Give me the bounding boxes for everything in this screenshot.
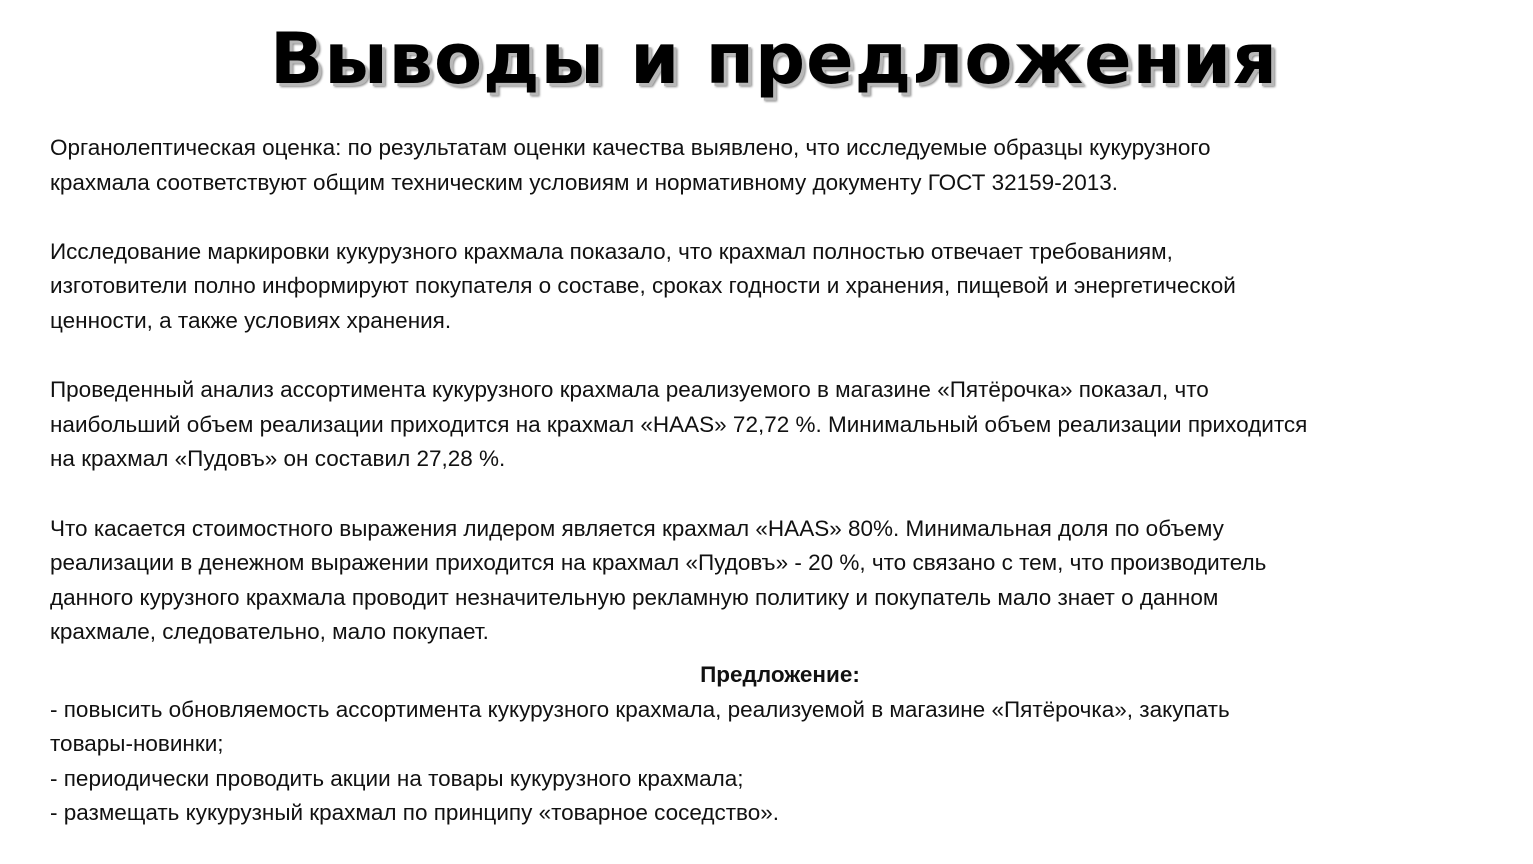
proposal-list — [50, 693, 1530, 831]
slide-title: Выводы и предложения — [270, 18, 1278, 100]
paragraph-line: Органолептическая оценка: по результатам оценки качества выявлено, что исследуемые образцы кукурузного — [50, 135, 1211, 160]
paragraph-labeling — [50, 235, 1530, 339]
paragraph-line: Проведенный анализ ассортимента кукурузного крахмала реализуемого в магазине «Пятёрочка» показал, что — [50, 377, 1209, 403]
paragraph-organoleptic — [50, 131, 1530, 200]
proposal-line: - размещать кукурузный крахмал по принципу «товарное соседство». — [50, 800, 780, 826]
slide-body — [50, 131, 1530, 831]
proposal-line: товары-новинки; — [50, 731, 224, 757]
paragraph-line: Исследование маркировки кукурузного крахмала показало, что крахмал полностью отвечает требованиям, — [50, 238, 1173, 264]
paragraph-line: данного курузного крахмала проводит незначительную рекламную политику и покупатель мало знает о данном — [50, 584, 1219, 610]
proposal-item — [50, 693, 1530, 762]
paragraph-line: крахмале, следовательно, мало покупает. — [50, 619, 489, 645]
paragraph-line: ценности, а также условиях хранения. — [50, 307, 452, 333]
paragraph-assortment — [50, 373, 1530, 477]
proposal-heading: Предложение: — [700, 661, 860, 687]
paragraph-cost — [50, 512, 1530, 650]
paragraph-line: Что касается стоимостного выражения лидером является крахмал «HAAS» 80%. Минимальная доля по объему — [50, 515, 1224, 541]
proposal-line: - периодически проводить акции на товары кукурузного крахмала; — [50, 765, 744, 791]
paragraph-line: реализации в денежном выражении приходится на крахмал «Пудовъ» - 20 %, что связано с тем, что производитель — [50, 550, 1267, 576]
paragraph-line: на крахмал «Пудовъ» он составил 27,28 %. — [50, 446, 506, 472]
proposal-item — [50, 796, 1530, 831]
proposal-line: - повысить обновляемость ассортимента кукурузного крахмала, реализуемой в магазине «Пятёрочка», закупать — [50, 696, 1230, 722]
paragraph-line: изготовители полно информируют покупателя о составе, сроках годности и хранения, пищевой и энергетической — [50, 273, 1236, 299]
paragraph-line: наибольший объем реализации приходится на крахмал «HAAS» 72,72 %. Минимальный объем реализации приходится — [50, 411, 1308, 437]
proposal-item — [50, 762, 1530, 797]
paragraph-line: крахмала соответствуют общим техническим условиям и нормативному документу ГОСТ 32159-2013. — [50, 169, 1118, 195]
